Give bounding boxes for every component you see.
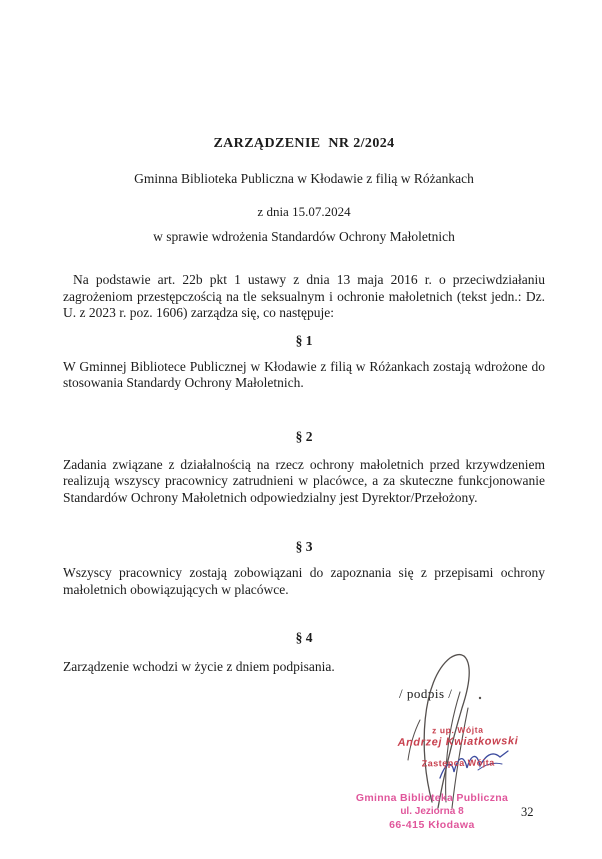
section-2-body: Zadania związane z działalnością na rzecz ochrony małoletnich przed krzywdzeniem realizują wszyscy pracownicy zatrudnieni w placówce, a za skuteczne funkcjonowanie Standardów Ochrony Małoletnich odpowiedzialny jest Dyrektor/Przełożony.: [63, 456, 545, 505]
section-3-body: Wszyscy pracownicy zostają zobowiązani do zapoznania się z przepisami ochrony małoletnich obowiązujących w placówce.: [63, 565, 545, 597]
page-number: 32: [521, 805, 534, 819]
date-line: z dnia 15.07.2024: [257, 204, 351, 219]
section-1-heading: § 1: [295, 332, 313, 348]
subject-line: w sprawie wdrożenia Standardów Ochrony Małoletnich: [153, 229, 455, 244]
stamp-authorization-line: z up. Wójta: [431, 724, 484, 736]
stamp-city-line: 66-415 Kłodawa: [389, 819, 475, 831]
legal-basis-paragraph: Na podstawie art. 22b pkt 1 ustawy z dnia 13 maja 2016 r. o przeciwdziałaniu zagrożeniom przestępczością na tle seksualnym i ochronie małoletnich (tekst jedn.: Dz. U. z 2023 r. poz. 1606) zarządza się, co następuje:: [63, 272, 545, 320]
section-4-heading: § 4: [295, 630, 313, 645]
stamp-title-line: Zastępca Wójta: [421, 757, 495, 769]
section-4-body: Zarządzenie wchodzi w życie z dniem podpisania.: [63, 659, 335, 674]
document-body: [63, 0, 545, 676]
deputy-mayor-stamp: [378, 724, 539, 769]
signature-placeholder-label: / podpis /: [399, 686, 453, 701]
stamp-institution-line: Gminna Biblioteka Publiczna: [355, 792, 509, 804]
document-title: ZARZĄDZENIE NR 2/2024: [213, 136, 395, 151]
section-1-body: W Gminnej Bibliotece Publicznej w Kłodawie z filią w Różankach zostają wdrożone do stosowania Standardy Ochrony Małoletnich.: [63, 358, 545, 390]
stamp-street-line: ul. Jeziorna 8: [400, 806, 464, 817]
issuer-line: Gminna Biblioteka Publiczna w Kłodawie z filią w Różankach: [134, 171, 474, 186]
stamp-name-line: Andrzej Kwiatkowski: [397, 735, 519, 749]
section-3-heading: § 3: [295, 539, 313, 554]
library-address-stamp: [343, 792, 521, 831]
section-2-heading: § 2: [295, 428, 313, 444]
